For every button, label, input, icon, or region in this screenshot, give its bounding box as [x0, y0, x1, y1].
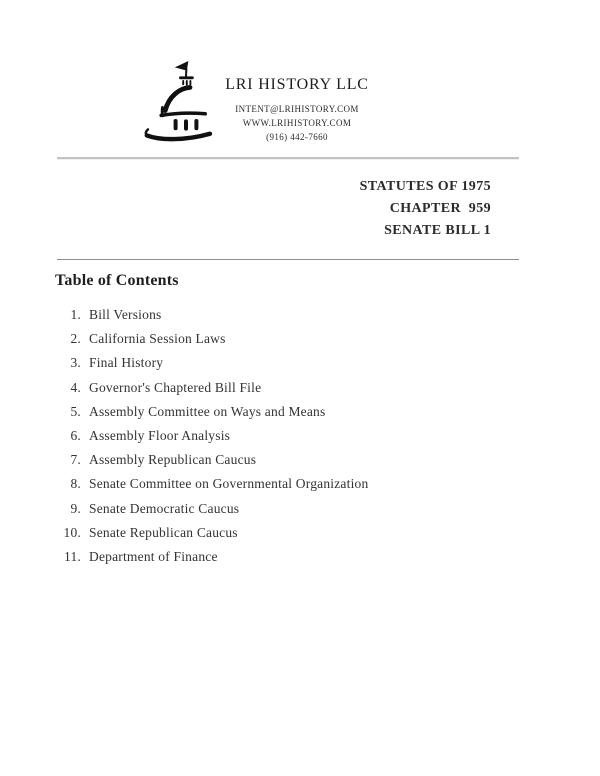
toc-item-label: Senate Committee on Governmental Organization [89, 476, 369, 492]
toc-heading: Table of Contents [55, 272, 179, 289]
toc-item-number: 4. [70, 379, 81, 395]
toc-item-number: 5. [70, 403, 81, 419]
reference-divider [57, 259, 519, 260]
toc-item-number: 9. [70, 500, 81, 516]
letterhead [172, 76, 422, 144]
toc-item [55, 472, 515, 496]
toc-item [55, 497, 515, 521]
toc-item-number: 11. [64, 548, 81, 564]
contact-email: INTENT@LRIHISTORY.COM [235, 104, 359, 114]
toc-item-label: Bill Versions [89, 307, 162, 322]
toc-item-label: Senate Democratic Caucus [89, 500, 240, 516]
toc-item-label: California Session Laws [89, 331, 226, 347]
toc-item-number: 6. [70, 427, 81, 443]
toc-item [55, 327, 515, 351]
toc-item-label: Senate Republican Caucus [89, 524, 238, 540]
toc-item [55, 303, 515, 327]
toc-item-number: 2. [70, 331, 81, 347]
toc-item-label: Final History [89, 355, 164, 371]
toc-item [55, 448, 515, 472]
company-name: LRI HISTORY LLC [225, 76, 369, 93]
toc-item [55, 521, 515, 545]
toc-item-number: 3. [70, 355, 81, 371]
toc-item-number: 10. [63, 524, 81, 540]
toc-item-label: Assembly Floor Analysis [89, 427, 231, 443]
toc-item-label: Governor's Chaptered Bill File [89, 379, 262, 395]
toc-list [55, 303, 515, 569]
toc-item [55, 376, 515, 400]
toc-item [55, 545, 515, 569]
toc-item [55, 351, 515, 375]
statute-reference [57, 176, 491, 242]
toc-item [55, 400, 515, 424]
toc-item-number: 1. [70, 307, 81, 322]
chapter-number: CHAPTER 959 [389, 201, 491, 216]
header-divider [57, 157, 519, 160]
bill-number: SENATE BILL 1 [384, 223, 491, 238]
toc-item [55, 424, 515, 448]
statutes-year: STATUTES OF 1975 [359, 179, 491, 194]
toc-item-label: Assembly Republican Caucus [89, 452, 257, 468]
toc-item-number: 7. [70, 452, 81, 468]
toc-item-label: Assembly Committee on Ways and Means [89, 403, 326, 419]
toc-item-number: 8. [70, 476, 81, 492]
contact-phone: (916) 442-7660 [266, 132, 328, 142]
toc-item-label: Department of Finance [89, 548, 218, 564]
contact-website: WWW.LRIHISTORY.COM [242, 118, 352, 128]
